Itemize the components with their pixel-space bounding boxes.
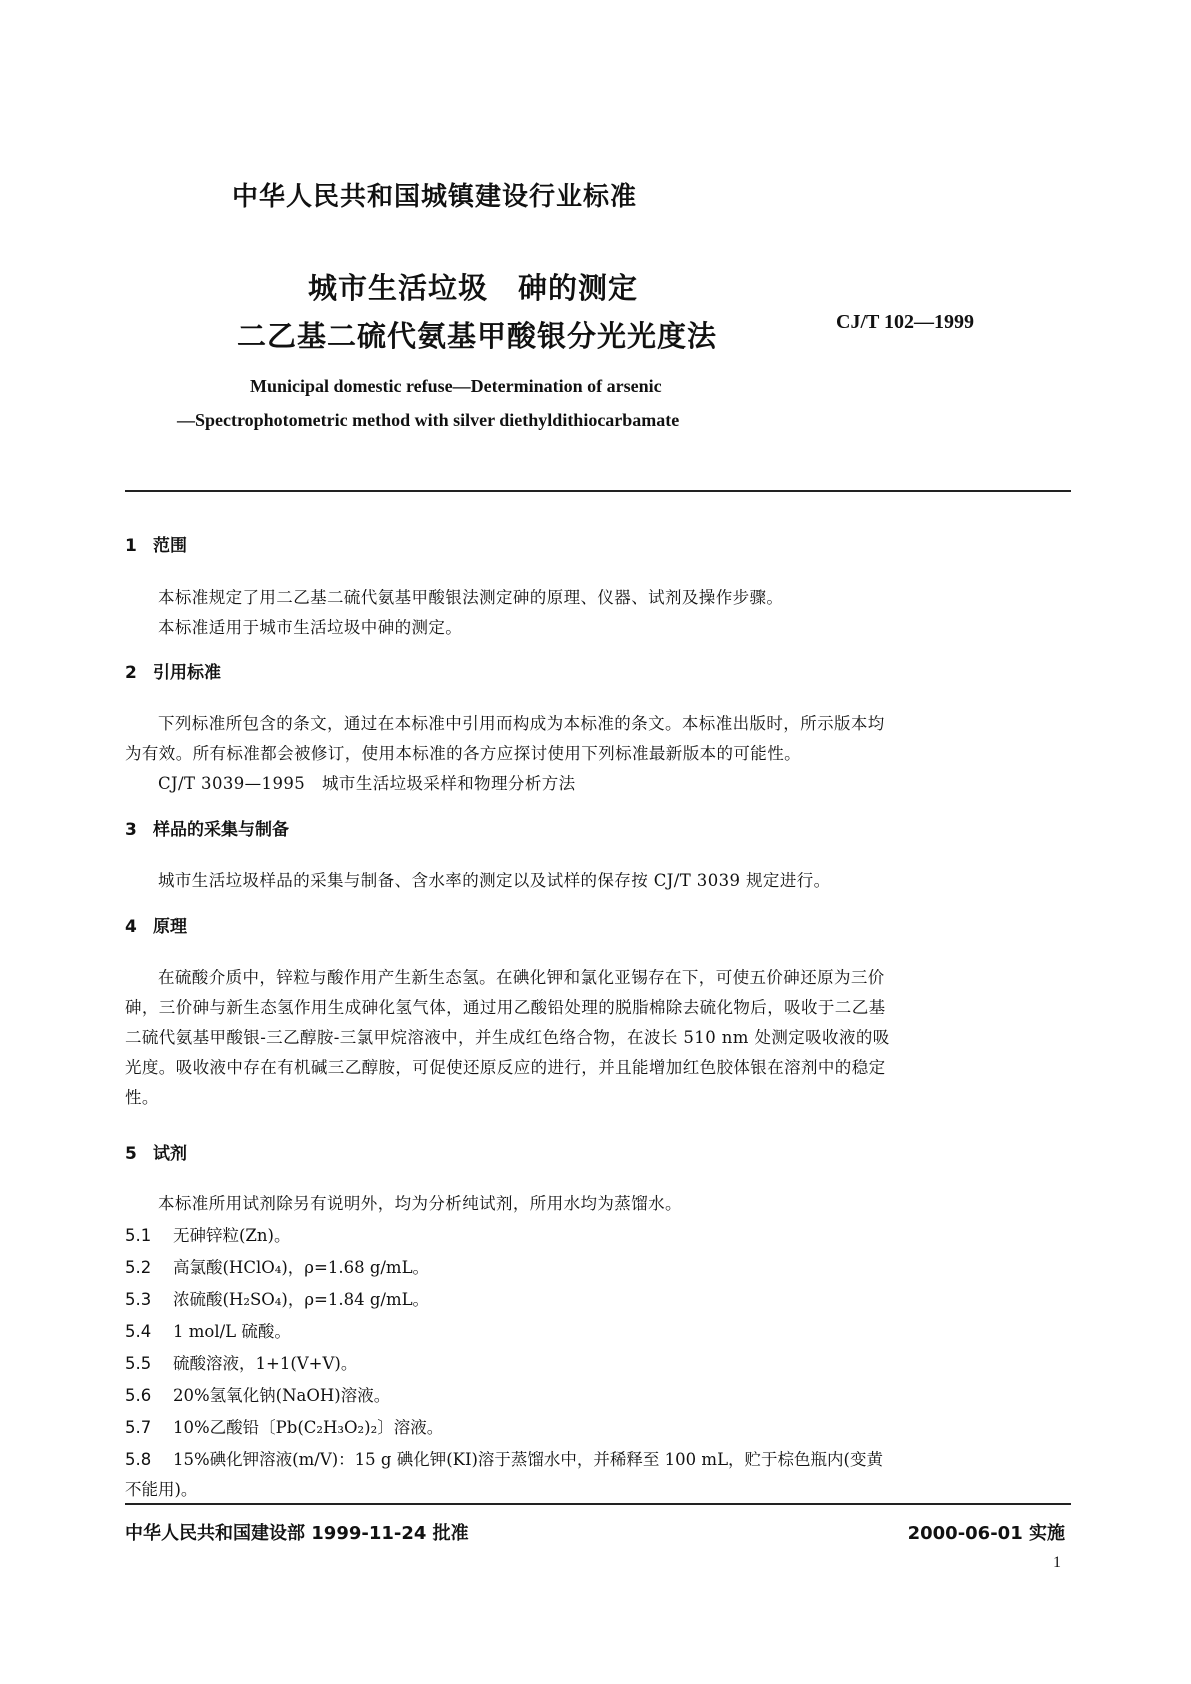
paragraph: 城市生活垃圾样品的采集与制备、含水率的测定以及试样的保存按 CJ/T 3039 规定进行。 <box>158 871 831 890</box>
paragraph: 性。 <box>125 1088 159 1107</box>
reagent-item <box>125 1254 429 1278</box>
referenced-standard: CJ/T 3039—1995 城市生活垃圾采样和物理分析方法 <box>158 774 576 793</box>
item-number: 5.1 <box>125 1226 152 1245</box>
paragraph: 二硫代氨基甲酸银-三乙醇胺-三氯甲烷溶液中，并生成红色络合物，在波长 510 nm 处测定吸收液的吸 <box>125 1028 890 1047</box>
section-title: 原理 <box>153 917 187 937</box>
reagent-item <box>125 1350 357 1374</box>
paragraph: 本标准所用试剂除另有说明外，均为分析纯试剂，所用水均为蒸馏水。 <box>158 1194 682 1213</box>
section-number: 5 <box>125 1144 137 1164</box>
section-number: 1 <box>125 536 137 556</box>
item-number: 5.5 <box>125 1354 152 1373</box>
section-number: 2 <box>125 663 137 683</box>
paragraph: 为有效。所有标准都会被修订，使用本标准的各方应探讨使用下列标准最新版本的可能性。 <box>125 744 801 763</box>
item-number: 5.4 <box>125 1322 152 1341</box>
paragraph: 本标准适用于城市生活垃圾中砷的测定。 <box>158 618 463 637</box>
page-number: 1 <box>1053 1554 1061 1571</box>
section-heading-4 <box>125 912 187 937</box>
header-divider <box>125 490 1071 492</box>
title-line-2: 二乙基二硫代氨基甲酸银分光光度法 <box>237 319 718 353</box>
title-line-1: 城市生活垃圾 砷的测定 <box>308 271 639 305</box>
section-heading-3 <box>125 815 289 840</box>
approval-line: 中华人民共和国建设部 1999-11-24 批准 <box>125 1523 469 1544</box>
english-title-line-2: —Spectrophotometric method with silver diethyldithiocarbamate <box>177 410 680 430</box>
paragraph: 砷，三价砷与新生态氢作用生成砷化氢气体，通过用乙酸铅处理的脱脂棉除去硫化物后，吸收于二乙基 <box>125 998 886 1017</box>
reagent-item <box>125 1382 390 1406</box>
section-heading-1 <box>125 531 187 556</box>
item-text: 无砷锌粒(Zn)。 <box>173 1226 291 1245</box>
item-text: 10%乙酸铅〔Pb(C₂H₃O₂)₂〕溶液。 <box>173 1418 444 1437</box>
issuer-line: 中华人民共和国城镇建设行业标准 <box>232 182 638 212</box>
item-number: 5.8 <box>125 1450 152 1469</box>
footer-divider <box>125 1503 1071 1505</box>
english-title-line-1: Municipal domestic refuse—Determination of arsenic <box>250 376 662 396</box>
item-text: 20%氢氧化钠(NaOH)溶液。 <box>173 1386 391 1405</box>
standard-code: CJ/T 102—1999 <box>836 311 974 333</box>
item-text: 1 mol/L 硫酸。 <box>173 1322 291 1341</box>
paragraph: 在硫酸介质中，锌粒与酸作用产生新生态氢。在碘化钾和氯化亚锡存在下，可使五价砷还原为三价 <box>158 968 885 987</box>
section-title: 样品的采集与制备 <box>153 820 289 840</box>
item-number: 5.3 <box>125 1290 152 1309</box>
section-title: 范围 <box>153 536 187 556</box>
item-text: 硫酸溶液，1+1(V+V)。 <box>173 1354 358 1373</box>
item-number: 5.6 <box>125 1386 152 1405</box>
reagent-item <box>125 1222 290 1246</box>
reagent-item <box>125 1446 883 1470</box>
paragraph: 光度。吸收液中存在有机碱三乙醇胺，可促使还原反应的进行，并且能增加红色胶体银在溶剂中的稳定 <box>125 1058 886 1077</box>
implementation-line: 2000-06-01 实施 <box>907 1523 1065 1544</box>
reagent-item <box>125 1286 429 1310</box>
item-number: 5.2 <box>125 1258 152 1277</box>
paragraph: 下列标准所包含的条文，通过在本标准中引用而构成为本标准的条文。本标准出版时，所示版本均 <box>158 714 885 733</box>
item-text: 15%碘化钾溶液(m/V)：15 g 碘化钾(KI)溶于蒸馏水中，并稀释至 100 mL，贮于棕色瓶内(变黄 <box>173 1450 883 1469</box>
section-number: 3 <box>125 820 137 840</box>
section-title: 引用标准 <box>153 663 221 683</box>
reagent-item <box>125 1318 291 1342</box>
section-heading-2 <box>125 658 221 683</box>
reagent-item <box>125 1414 443 1438</box>
reagent-item-continuation: 不能用)。 <box>125 1480 198 1499</box>
section-title: 试剂 <box>153 1144 187 1164</box>
section-number: 4 <box>125 917 137 937</box>
item-text: 浓硫酸(H₂SO₄)，ρ=1.84 g/mL。 <box>173 1290 430 1309</box>
item-number: 5.7 <box>125 1418 152 1437</box>
section-heading-5 <box>125 1139 187 1164</box>
item-text: 高氯酸(HClO₄)，ρ=1.68 g/mL。 <box>173 1258 430 1277</box>
paragraph: 本标准规定了用二乙基二硫代氨基甲酸银法测定砷的原理、仪器、试剂及操作步骤。 <box>158 588 784 607</box>
